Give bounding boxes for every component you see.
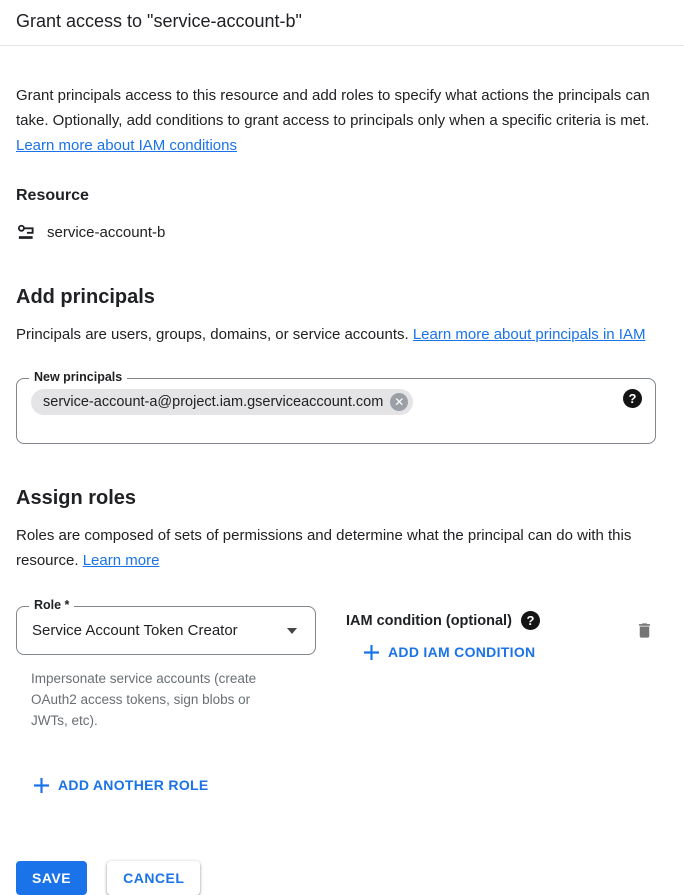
intro-paragraph — [16, 83, 656, 158]
roles-description-text: Roles are composed of sets of permissions and determine what the principal can do with this resource. — [16, 527, 632, 569]
chevron-down-icon — [286, 627, 298, 635]
new-principals-field[interactable] — [16, 370, 656, 444]
dialog-header — [0, 0, 684, 46]
role-select-value: Service Account Token Creator — [32, 622, 238, 639]
principal-chip-text: service-account-a@project.iam.gserviceaccount.com — [43, 394, 384, 410]
resource-row — [16, 222, 656, 243]
role-row — [16, 598, 656, 731]
principals-learn-more-link[interactable]: Learn more about principals in IAM — [412, 326, 646, 343]
principals-help-icon[interactable]: ? — [623, 389, 642, 408]
assign-roles-heading: Assign roles — [16, 487, 137, 509]
role-select-label: Role * — [29, 598, 74, 612]
role-helper-text: Impersonate service accounts (create OAuth2 access tokens, sign blobs or JWTs, etc). — [31, 671, 257, 728]
dialog-body — [0, 83, 684, 895]
role-column — [16, 598, 316, 731]
roles-description — [16, 523, 656, 573]
iam-condition-label-row — [346, 611, 540, 630]
roles-learn-more-link[interactable]: Learn more — [82, 552, 160, 569]
add-another-role-label: ADD ANOTHER ROLE — [58, 777, 209, 793]
delete-role-button[interactable] — [633, 618, 656, 643]
iam-conditions-link[interactable]: Learn more about IAM conditions — [16, 137, 237, 154]
save-button[interactable]: SAVE — [16, 861, 87, 895]
intro-text: Grant principals access to this resource and add roles to specify what actions the principals can take. Optionally, add conditions to grant access to principals only when a specific criteria is met. — [16, 87, 650, 129]
resource-heading: Resource — [16, 187, 89, 204]
page-title: Grant access to "service-account-b" — [16, 11, 302, 31]
chip-remove-icon[interactable]: ✕ — [390, 393, 408, 411]
iam-condition-column — [346, 606, 540, 665]
iam-condition-help-icon[interactable]: ? — [521, 611, 540, 630]
principals-description-text: Principals are users, groups, domains, or service accounts. — [16, 326, 413, 343]
role-select[interactable] — [16, 598, 316, 655]
add-iam-condition-label: ADD IAM CONDITION — [388, 644, 536, 660]
add-another-role-button[interactable] — [34, 777, 209, 793]
new-principals-label: New principals — [29, 370, 127, 384]
service-account-icon — [16, 222, 37, 243]
add-iam-condition-button[interactable] — [364, 644, 535, 660]
new-principals-inner — [17, 379, 655, 415]
plus-icon — [34, 778, 49, 793]
plus-icon — [364, 645, 379, 660]
trash-icon — [635, 620, 654, 641]
add-principals-heading: Add principals — [16, 286, 155, 308]
principals-description — [16, 322, 656, 347]
cancel-button[interactable]: CANCEL — [107, 861, 200, 895]
iam-condition-label: IAM condition (optional) — [346, 612, 512, 629]
resource-name: service-account-b — [47, 224, 166, 241]
principal-chip — [31, 389, 413, 415]
dialog-actions — [16, 861, 656, 895]
